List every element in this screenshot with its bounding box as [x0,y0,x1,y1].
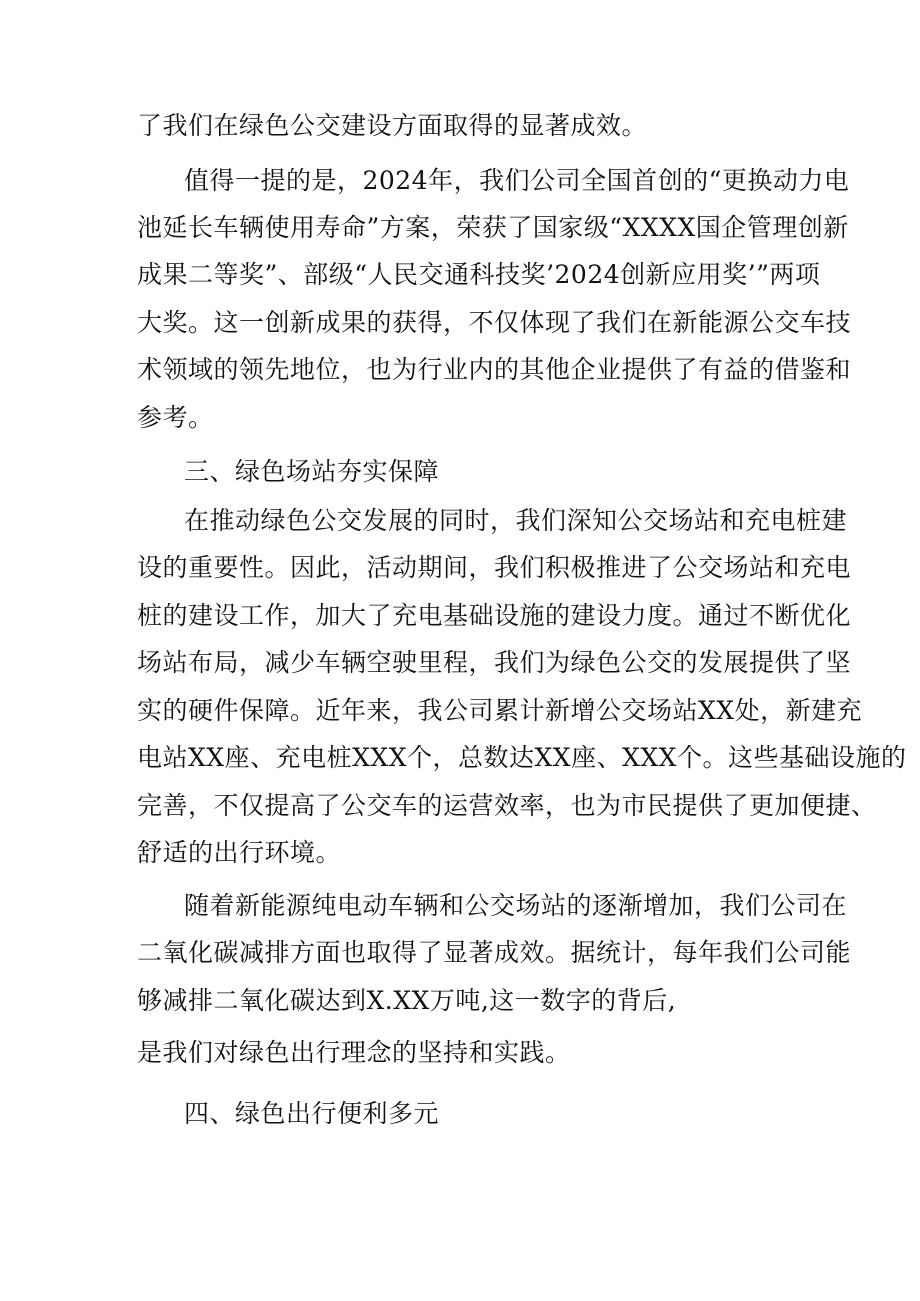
paragraph-3-line-3: 桩的建设工作，加大了充电基础设施的建设力度。通过不断优化 [137,601,852,630]
paragraph-3-line-2: 设的重要性。因此，活动期间，我们积极推进了公交场站和充电 [137,553,852,582]
section-4-heading: 四、绿色出行便利多元 [184,1099,440,1128]
paragraph-3-line-5: 实的硬件保障。近年来，我公司累计新增公交场站XX处，新建充 [137,696,863,725]
paragraph-2-line-6: 参考。 [137,403,214,432]
paragraph-1-line-1: 了我们在绿色公交建设方面取得的显著成效。 [137,111,648,140]
paragraph-2-line-5: 术领域的领先地位，也为行业内的其他企业提供了有益的借鉴和 [137,355,852,384]
section-3-heading: 三、绿色场站夯实保障 [184,457,440,486]
paragraph-3-line-6: 电站XX座、充电桩XXX个，总数达XX座、XXX个。这些基础设施的 [137,743,907,772]
paragraph-2-line-2: 池延长车辆使用寿命”方案，荣获了国家级“XXXX国企管理创新 [137,213,849,242]
paragraph-2-line-1: 值得一提的是，2024年，我们公司全国首创的“更换动力电 [184,166,850,195]
paragraph-4-line-1: 随着新能源纯电动车辆和公交场站的逐渐增加，我们公司在 [184,891,848,920]
paragraph-4-line-2: 二氧化碳减排方面也取得了显著成效。据统计，每年我们公司能 [137,938,852,967]
paragraph-3-line-8: 舒适的出行环境。 [137,838,342,867]
paragraph-3-line-7: 完善，不仅提高了公交车的运营效率，也为市民提供了更加便捷、 [137,791,877,820]
paragraph-4-line-3: 够减排二氧化碳达到X.XX万吨,这一数字的背后, [137,986,677,1015]
paragraph-4-line-4: 是我们对绿色出行理念的坚持和实践。 [137,1038,571,1067]
paragraph-2-line-3: 成果二等奖”、部级“人民交通科技奖’2024创新应用奖’”两项 [137,260,821,289]
paragraph-3-line-4: 场站布局，减少车辆空驶里程，我们为绿色公交的发展提供了坚 [137,648,852,677]
paragraph-3-line-1: 在推动绿色公交发展的同时，我们深知公交场站和充电桩建 [184,506,848,535]
paragraph-2-line-4: 大奖。这一创新成果的获得，不仅体现了我们在新能源公交车技 [137,308,852,337]
